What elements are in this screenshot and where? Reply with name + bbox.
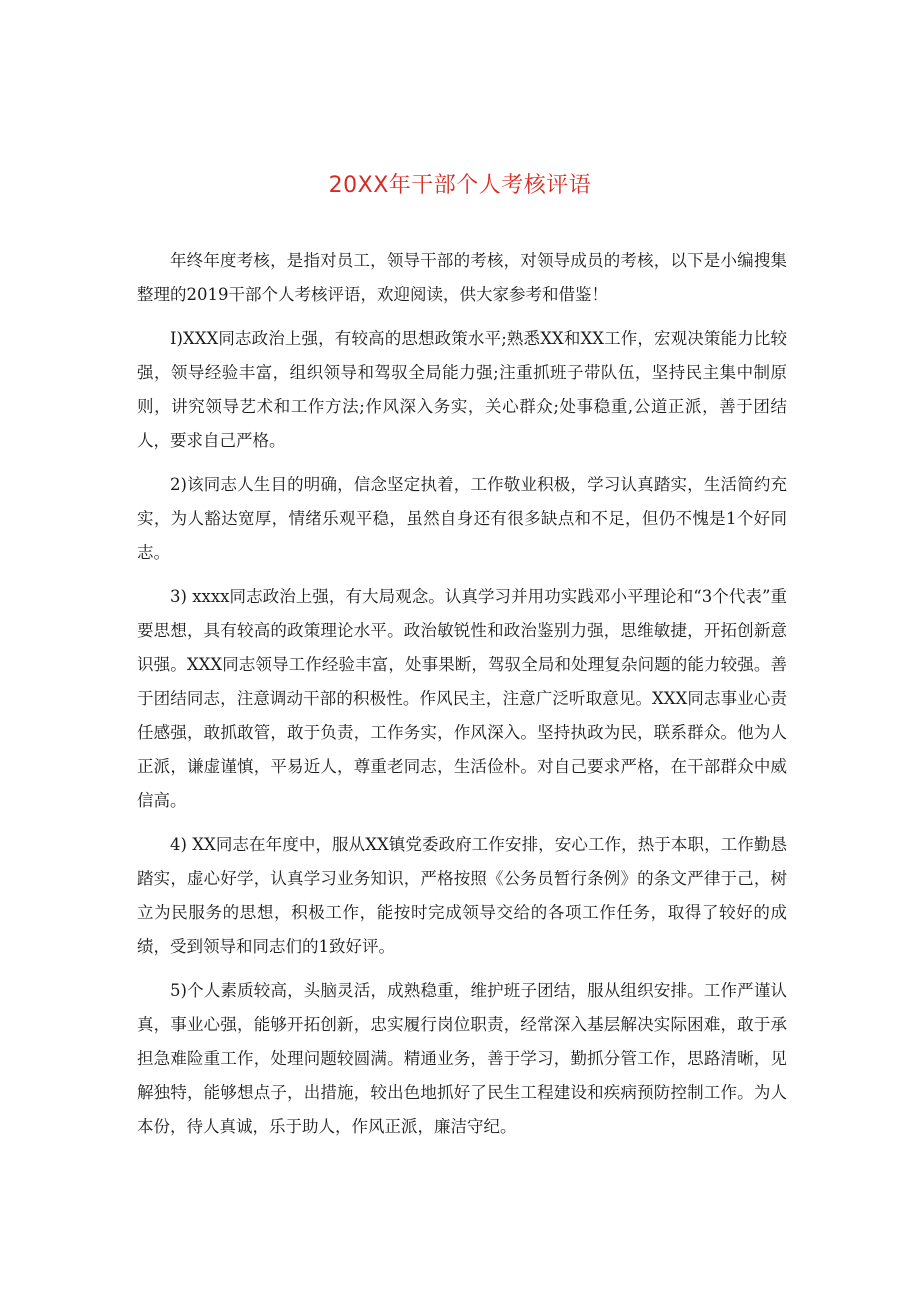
paragraph-4: 4) XX同志在年度中，服从XX镇党委政府工作安排，安心工作，热于本职，工作勤恳踏实，虚心好学，认真学习业务知识，严格按照《公务员暂行条例》的条文严律于己，树立为民服务的思想，积极工作，能按时完成领导交给的各项工作任务，取得了较好的成绩，受到领导和同志们的1致好评。 [137,835,787,956]
paragraph-5: 5)个人素质较高，头脑灵活，成熟稳重，维护班子团结，服从组织安排。工作严谨认真，事业心强，能够开拓创新，忠实履行岗位职责，经常深入基层解决实际困难，敢于承担急难险重工作，处理问题较圆满。精通业务，善于学习，勤抓分管工作，思路清晰，见解独特，能够想点子，出措施，较出色地抓好了民生工程建设和疾病预防控制工作。为人本份，待人真诚，乐于助人，作风正派，廉洁守纪。 [137,981,787,1136]
paragraph-3: 3) xxxx同志政治上强，有大局观念。认真学习并用功实践邓小平理论和“3个代表”重要思想，具有较高的政策理论水平。政治敏锐性和政治鉴别力强，思维敏捷，开拓创新意识强。XXX同志领导工作经验丰富，处事果断，驾驭全局和处理复杂问题的能力较强。善于团结同志，注意调动干部的积极性。作风民主，注意广泛听取意见。XXX同志事业心责任感强，敢抓敢管，敢于负责，工作务实，作风深入。坚持执政为民，联系群众。他为人正派，谦虚谨慎，平易近人，尊重老同志，生活俭朴。对自己要求严格，在干部群众中威信高。 [137,587,787,810]
paragraph-1: I)XXX同志政治上强，有较高的思想政策水平;熟悉XX和XX工作，宏观决策能力比较强，领导经验丰富，组织领导和驾驭全局能力强;注重抓班子带队伍，坚持民主集中制原则，讲究领导艺术和工作方法;作风深入务实，关心群众;处事稳重,公道正派，善于团结人，要求自己严格。 [137,329,787,450]
paragraph-2: 2)该同志人生目的明确，信念坚定执着，工作敬业积极，学习认真踏实，生活简约充实，为人豁达宽厚，情绪乐观平稳，虽然自身还有很多缺点和不足，但仍不愧是1个好同志。 [137,475,787,562]
document-body [137,244,787,1154]
intro-paragraph: 年终年度考核，是指对员工，领导干部的考核，对领导成员的考核，以下是小编搜集整理的2019干部个人考核评语，欢迎阅读，供大家参考和借鉴！ [137,251,787,304]
document-title: 20XX年干部个人考核评语 [328,173,592,198]
